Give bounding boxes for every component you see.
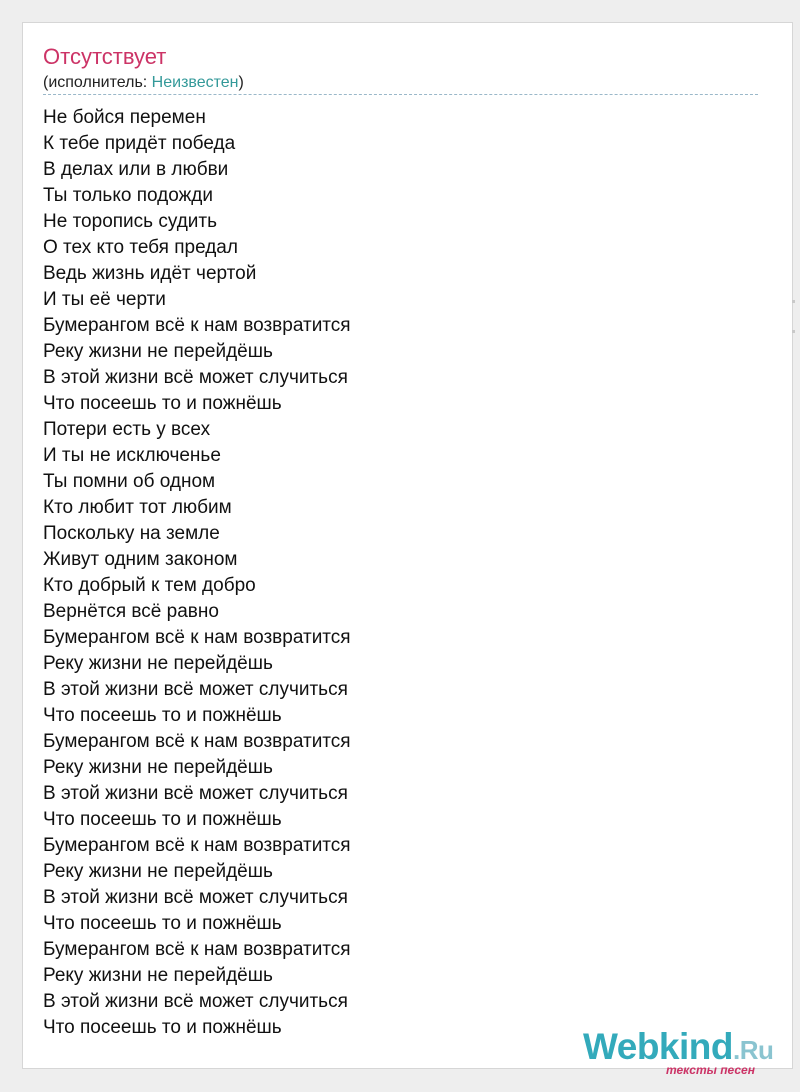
lyric-line: Ведь жизнь идёт чертой <box>43 263 257 284</box>
lyric-line: Не бойся перемен <box>43 107 206 128</box>
logo-name: Webkind <box>583 1026 733 1067</box>
lyric-line: Вернётся всё равно <box>43 601 219 622</box>
lyric-line: Бумерангом всё к нам возвратится <box>43 939 351 960</box>
lyric-line: Поскольку на земле <box>43 523 220 544</box>
lyrics-list <box>43 105 351 1041</box>
lyric-line: Бумерангом всё к нам возвратится <box>43 731 351 752</box>
song-title: Отсутствует <box>43 44 167 69</box>
lyric-line: О тех кто тебя предал <box>43 237 238 258</box>
lyric-line: Что посеешь то и пожнёшь <box>43 705 282 726</box>
lyric-line: К тебе придёт победа <box>43 133 236 154</box>
lyrics-page <box>22 22 793 1077</box>
lyric-line: Что посеешь то и пожнёшь <box>43 1017 282 1038</box>
decorative-dot <box>792 330 795 333</box>
artist-link[interactable]: Неизвестен <box>151 74 239 91</box>
lyric-line: Бумерангом всё к нам возвратится <box>43 835 351 856</box>
lyric-line: Кто добрый к тем добро <box>43 575 256 596</box>
lyric-line: В этой жизни всё может случиться <box>43 991 348 1012</box>
lyric-line: И ты не исключенье <box>43 445 221 466</box>
logo-domain: .Ru <box>733 1035 774 1065</box>
lyric-line: Реку жизни не перейдёшь <box>43 757 273 778</box>
lyric-line: Что посеешь то и пожнёшь <box>43 393 282 414</box>
song-subtitle <box>43 73 244 93</box>
subtitle-prefix: (исполнитель: <box>43 74 152 91</box>
lyric-line: В этой жизни всё может случиться <box>43 783 348 804</box>
lyric-line: Реку жизни не перейдёшь <box>43 341 273 362</box>
lyric-line: В делах или в любви <box>43 159 229 180</box>
lyric-line: Ты только подожди <box>43 185 213 206</box>
lyric-line: Ты помни об одном <box>43 471 216 492</box>
lyric-line: Реку жизни не перейдёшь <box>43 965 273 986</box>
subtitle-suffix: ) <box>238 74 244 91</box>
logo-tagline: тексты песен <box>666 1063 755 1077</box>
lyric-line: В этой жизни всё может случиться <box>43 679 348 700</box>
lyric-line: В этой жизни всё может случиться <box>43 367 348 388</box>
lyric-line: Реку жизни не перейдёшь <box>43 653 273 674</box>
lyric-line: Живут одним законом <box>43 549 238 570</box>
lyric-line: Потери есть у всех <box>43 419 211 440</box>
lyric-line: Бумерангом всё к нам возвратится <box>43 315 351 336</box>
site-logo[interactable] <box>583 1026 783 1076</box>
decorative-dot <box>792 300 795 303</box>
lyric-line: Кто любит тот любим <box>43 497 232 518</box>
lyric-line: Что посеешь то и пожнёшь <box>43 809 282 830</box>
lyric-line: Не торопись судить <box>43 211 218 232</box>
lyric-line: Бумерангом всё к нам возвратится <box>43 627 351 648</box>
dashed-divider <box>43 94 758 95</box>
lyric-line: И ты её черти <box>43 289 166 310</box>
lyric-line: Что посеешь то и пожнёшь <box>43 913 282 934</box>
lyric-line: Реку жизни не перейдёшь <box>43 861 273 882</box>
lyric-line: В этой жизни всё может случиться <box>43 887 348 908</box>
